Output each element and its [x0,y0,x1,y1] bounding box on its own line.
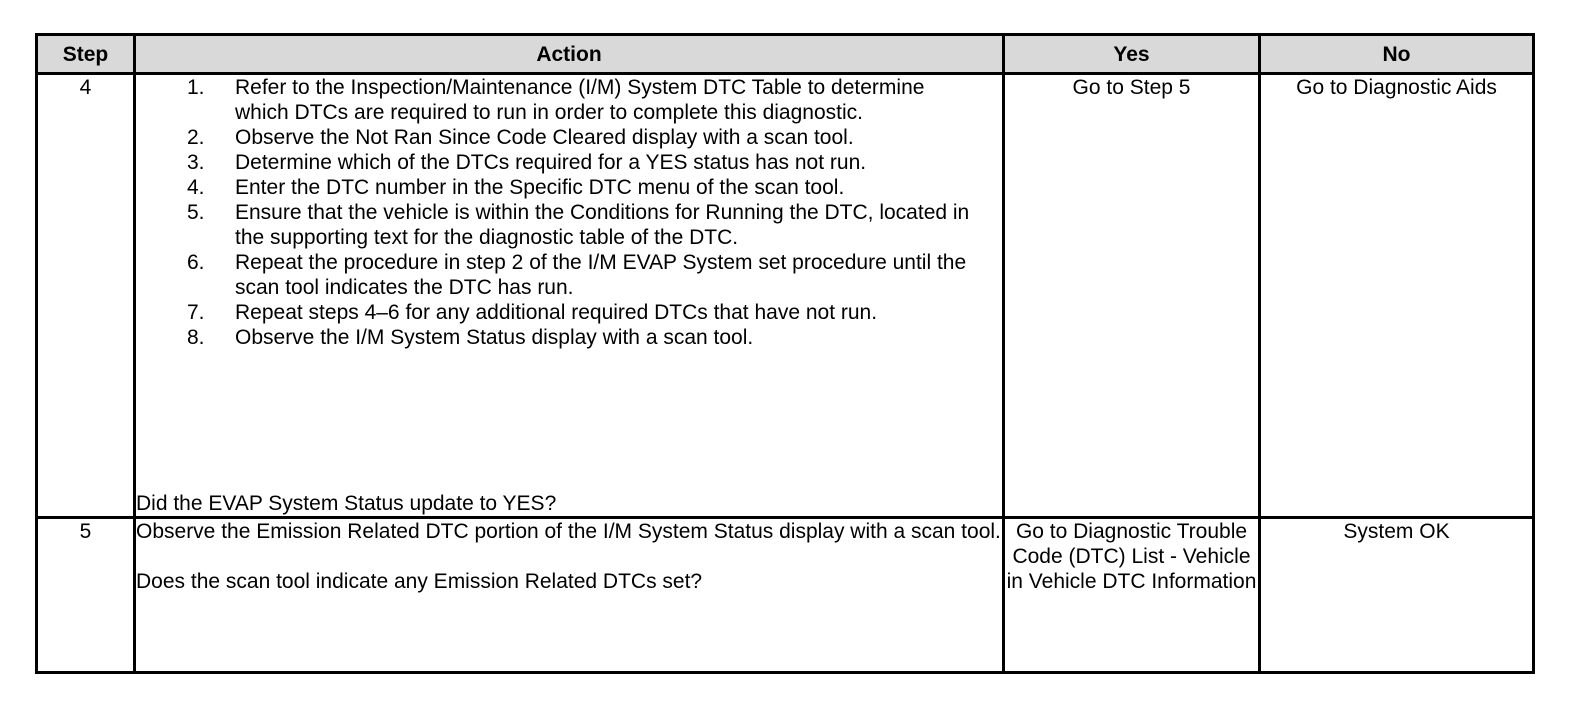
procedure-list [136,75,1002,350]
procedure-number: 3. [187,151,205,174]
procedure-text: Refer to the Inspection/Maintenance (I/M) System DTC Table to determine which DTCs are required to run in order to complete this diagnostic. [235,76,925,124]
procedure-text: Repeat the procedure in step 2 of the I/M EVAP System set procedure until the scan tool indicates the DTC has run. [235,251,967,299]
yes-result: Go to Step 5 [1004,74,1260,518]
procedure-text: Determine which of the DTCs required for a YES status has not run. [235,151,867,174]
no-result: System OK [1260,518,1534,673]
header-no: No [1260,35,1534,74]
no-result: Go to Diagnostic Aids [1260,74,1534,518]
procedure-number: 1. [187,76,205,99]
table-row-step-4 [37,74,1534,518]
step-number: 5 [37,518,135,673]
procedure-number: 2. [187,126,205,149]
step-instruction: Observe the Emission Related DTC portion of the I/M System Status display with a scan tool. [136,520,1001,543]
procedure-item [136,200,1002,250]
procedure-number: 5. [187,201,205,224]
table-row-step-5 [37,518,1534,673]
procedure-item [136,300,1002,325]
step-question: Does the scan tool indicate any Emission Related DTCs set? [136,570,703,593]
procedure-text: Enter the DTC number in the Specific DTC menu of the scan tool. [235,176,845,199]
step-number: 4 [37,74,135,518]
header-action: Action [135,35,1004,74]
header-step: Step [37,35,135,74]
procedure-item [136,125,1002,150]
action-cell [135,74,1004,518]
procedure-text: Observe the I/M System Status display with a scan tool. [235,326,754,349]
procedure-item [136,250,1002,300]
yes-result: Go to Diagnostic Trouble Code (DTC) List - Vehicle in Vehicle DTC Information [1004,518,1260,673]
procedure-number: 6. [187,251,205,274]
procedure-text: Ensure that the vehicle is within the Conditions for Running the DTC, located in the supporting text for the diagnostic table of the DTC. [235,201,970,249]
procedure-item [136,150,1002,175]
procedure-item [136,175,1002,200]
header-row [37,35,1534,74]
procedure-number: 8. [187,326,205,349]
procedure-item [136,75,1002,125]
step-question: Did the EVAP System Status update to YES? [136,492,557,515]
procedure-item [136,325,1002,350]
header-yes: Yes [1004,35,1260,74]
procedure-number: 4. [187,176,205,199]
action-cell [135,518,1004,673]
procedure-text: Observe the Not Ran Since Code Cleared display with a scan tool. [235,126,854,149]
procedure-number: 7. [187,301,205,324]
procedure-text: Repeat steps 4–6 for any additional required DTCs that have not run. [235,301,878,324]
diagnostic-table [35,33,1535,674]
